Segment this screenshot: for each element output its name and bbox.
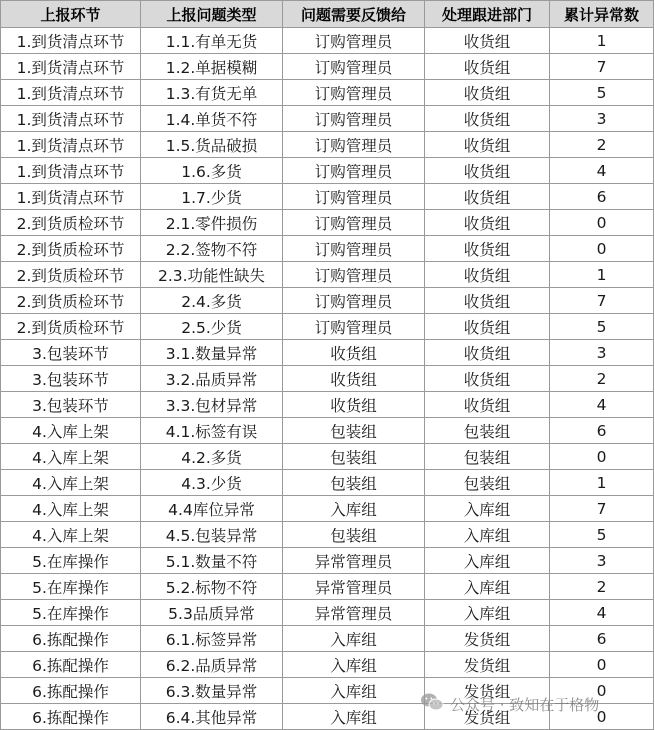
header-row [1, 1, 654, 28]
cell-exception-count: 7 [550, 54, 654, 80]
cell-handling-dept: 收货组 [425, 106, 550, 132]
table-row [1, 704, 654, 730]
cell-handling-dept: 收货组 [425, 236, 550, 262]
table-row [1, 158, 654, 184]
cell-handling-dept: 收货组 [425, 158, 550, 184]
cell-stage: 5.在库操作 [1, 600, 141, 626]
cell-handling-dept: 包装组 [425, 444, 550, 470]
cell-handling-dept: 收货组 [425, 210, 550, 236]
cell-feedback-to: 入库组 [283, 704, 425, 730]
cell-exception-count: 3 [550, 106, 654, 132]
cell-issue-type: 6.4.其他异常 [141, 704, 283, 730]
cell-issue-type: 4.1.标签有误 [141, 418, 283, 444]
cell-exception-count: 6 [550, 418, 654, 444]
cell-handling-dept: 收货组 [425, 340, 550, 366]
cell-exception-count: 6 [550, 626, 654, 652]
cell-handling-dept: 收货组 [425, 184, 550, 210]
table-row [1, 340, 654, 366]
header-issue-type: 上报问题类型 [141, 1, 283, 28]
cell-issue-type: 3.3.包材异常 [141, 392, 283, 418]
cell-feedback-to: 订购管理员 [283, 54, 425, 80]
cell-handling-dept: 入库组 [425, 574, 550, 600]
cell-exception-count: 3 [550, 340, 654, 366]
table-row [1, 314, 654, 340]
cell-exception-count: 2 [550, 132, 654, 158]
cell-issue-type: 6.3.数量异常 [141, 678, 283, 704]
cell-exception-count: 1 [550, 262, 654, 288]
cell-stage: 2.到货质检环节 [1, 210, 141, 236]
cell-feedback-to: 包装组 [283, 418, 425, 444]
cell-handling-dept: 收货组 [425, 288, 550, 314]
cell-stage: 1.到货清点环节 [1, 54, 141, 80]
cell-exception-count: 2 [550, 574, 654, 600]
cell-exception-count: 0 [550, 704, 654, 730]
cell-feedback-to: 异常管理员 [283, 548, 425, 574]
cell-feedback-to: 订购管理员 [283, 80, 425, 106]
cell-exception-count: 2 [550, 366, 654, 392]
cell-stage: 4.入库上架 [1, 444, 141, 470]
cell-exception-count: 7 [550, 496, 654, 522]
cell-handling-dept: 收货组 [425, 366, 550, 392]
cell-exception-count: 4 [550, 600, 654, 626]
cell-issue-type: 5.3品质异常 [141, 600, 283, 626]
cell-feedback-to: 包装组 [283, 444, 425, 470]
cell-feedback-to: 异常管理员 [283, 574, 425, 600]
header-exception-count: 累计异常数 [550, 1, 654, 28]
table-row [1, 678, 654, 704]
cell-stage: 3.包装环节 [1, 392, 141, 418]
table-row [1, 626, 654, 652]
cell-exception-count: 6 [550, 184, 654, 210]
table-row [1, 496, 654, 522]
cell-stage: 6.拣配操作 [1, 704, 141, 730]
cell-issue-type: 3.1.数量异常 [141, 340, 283, 366]
cell-feedback-to: 订购管理员 [283, 184, 425, 210]
cell-stage: 5.在库操作 [1, 574, 141, 600]
table-row [1, 600, 654, 626]
cell-stage: 4.入库上架 [1, 418, 141, 444]
table-row [1, 522, 654, 548]
cell-handling-dept: 收货组 [425, 28, 550, 54]
cell-exception-count: 1 [550, 470, 654, 496]
cell-stage: 1.到货清点环节 [1, 80, 141, 106]
cell-stage: 5.在库操作 [1, 548, 141, 574]
table-row [1, 80, 654, 106]
cell-issue-type: 2.5.少货 [141, 314, 283, 340]
cell-feedback-to: 订购管理员 [283, 262, 425, 288]
table-row [1, 366, 654, 392]
table-row [1, 210, 654, 236]
watermark-text: 公众号 · 致知在于格物 [450, 695, 600, 714]
cell-issue-type: 6.1.标签异常 [141, 626, 283, 652]
cell-handling-dept: 收货组 [425, 392, 550, 418]
cell-handling-dept: 收货组 [425, 314, 550, 340]
table-body [1, 28, 654, 730]
header-handling-dept: 处理跟进部门 [425, 1, 550, 28]
cell-stage: 6.拣配操作 [1, 626, 141, 652]
table-row [1, 262, 654, 288]
cell-stage: 1.到货清点环节 [1, 158, 141, 184]
cell-issue-type: 4.2.多货 [141, 444, 283, 470]
cell-issue-type: 2.2.签物不符 [141, 236, 283, 262]
cell-exception-count: 5 [550, 522, 654, 548]
cell-feedback-to: 入库组 [283, 678, 425, 704]
cell-feedback-to: 订购管理员 [283, 314, 425, 340]
table-row [1, 574, 654, 600]
cell-issue-type: 2.3.功能性缺失 [141, 262, 283, 288]
cell-exception-count: 7 [550, 288, 654, 314]
cell-feedback-to: 入库组 [283, 496, 425, 522]
cell-stage: 4.入库上架 [1, 496, 141, 522]
cell-feedback-to: 订购管理员 [283, 236, 425, 262]
cell-issue-type: 3.2.品质异常 [141, 366, 283, 392]
header-feedback-to: 问题需要反馈给 [283, 1, 425, 28]
cell-issue-type: 4.4库位异常 [141, 496, 283, 522]
table-row [1, 288, 654, 314]
cell-stage: 6.拣配操作 [1, 678, 141, 704]
cell-issue-type: 1.6.多货 [141, 158, 283, 184]
cell-stage: 1.到货清点环节 [1, 184, 141, 210]
cell-issue-type: 2.4.多货 [141, 288, 283, 314]
cell-exception-count: 0 [550, 444, 654, 470]
cell-stage: 6.拣配操作 [1, 652, 141, 678]
cell-issue-type: 4.5.包装异常 [141, 522, 283, 548]
cell-exception-count: 0 [550, 210, 654, 236]
cell-stage: 4.入库上架 [1, 470, 141, 496]
cell-issue-type: 1.2.单据模糊 [141, 54, 283, 80]
cell-handling-dept: 发货组 [425, 704, 550, 730]
cell-feedback-to: 入库组 [283, 652, 425, 678]
cell-handling-dept: 收货组 [425, 54, 550, 80]
cell-handling-dept: 收货组 [425, 262, 550, 288]
table-row [1, 652, 654, 678]
table-row [1, 418, 654, 444]
cell-issue-type: 5.1.数量不符 [141, 548, 283, 574]
cell-stage: 1.到货清点环节 [1, 28, 141, 54]
cell-exception-count: 5 [550, 314, 654, 340]
cell-feedback-to: 收货组 [283, 340, 425, 366]
cell-feedback-to: 收货组 [283, 392, 425, 418]
cell-handling-dept: 收货组 [425, 132, 550, 158]
cell-stage: 2.到货质检环节 [1, 288, 141, 314]
table-row [1, 132, 654, 158]
cell-exception-count: 4 [550, 392, 654, 418]
cell-handling-dept: 发货组 [425, 678, 550, 704]
cell-issue-type: 5.2.标物不符 [141, 574, 283, 600]
table-row [1, 236, 654, 262]
cell-feedback-to: 收货组 [283, 366, 425, 392]
table-row [1, 28, 654, 54]
cell-handling-dept: 入库组 [425, 522, 550, 548]
cell-exception-count: 3 [550, 548, 654, 574]
cell-exception-count: 1 [550, 28, 654, 54]
cell-stage: 2.到货质检环节 [1, 262, 141, 288]
cell-feedback-to: 异常管理员 [283, 600, 425, 626]
table-row [1, 106, 654, 132]
cell-stage: 2.到货质检环节 [1, 236, 141, 262]
cell-exception-count: 0 [550, 236, 654, 262]
cell-feedback-to: 入库组 [283, 626, 425, 652]
cell-handling-dept: 入库组 [425, 548, 550, 574]
cell-exception-count: 5 [550, 80, 654, 106]
cell-handling-dept: 包装组 [425, 418, 550, 444]
table-row [1, 470, 654, 496]
cell-handling-dept: 发货组 [425, 626, 550, 652]
table-row [1, 184, 654, 210]
cell-exception-count: 4 [550, 158, 654, 184]
cell-handling-dept: 包装组 [425, 470, 550, 496]
cell-feedback-to: 订购管理员 [283, 106, 425, 132]
cell-stage: 1.到货清点环节 [1, 132, 141, 158]
cell-handling-dept: 发货组 [425, 652, 550, 678]
header-stage: 上报环节 [1, 1, 141, 28]
cell-feedback-to: 包装组 [283, 522, 425, 548]
cell-feedback-to: 订购管理员 [283, 158, 425, 184]
table-row [1, 548, 654, 574]
table-row [1, 444, 654, 470]
cell-exception-count: 0 [550, 652, 654, 678]
cell-stage: 4.入库上架 [1, 522, 141, 548]
cell-stage: 2.到货质检环节 [1, 314, 141, 340]
cell-issue-type: 2.1.零件损伤 [141, 210, 283, 236]
cell-feedback-to: 订购管理员 [283, 210, 425, 236]
cell-handling-dept: 收货组 [425, 80, 550, 106]
cell-issue-type: 1.4.单货不符 [141, 106, 283, 132]
cell-feedback-to: 订购管理员 [283, 288, 425, 314]
cell-handling-dept: 入库组 [425, 600, 550, 626]
cell-feedback-to: 包装组 [283, 470, 425, 496]
cell-issue-type: 1.1.有单无货 [141, 28, 283, 54]
cell-handling-dept: 入库组 [425, 496, 550, 522]
cell-exception-count: 0 [550, 678, 654, 704]
table-row [1, 392, 654, 418]
cell-issue-type: 1.3.有货无单 [141, 80, 283, 106]
cell-issue-type: 4.3.少货 [141, 470, 283, 496]
cell-issue-type: 1.5.货品破损 [141, 132, 283, 158]
cell-feedback-to: 订购管理员 [283, 28, 425, 54]
cell-issue-type: 6.2.品质异常 [141, 652, 283, 678]
cell-issue-type: 1.7.少货 [141, 184, 283, 210]
cell-stage: 3.包装环节 [1, 340, 141, 366]
cell-stage: 1.到货清点环节 [1, 106, 141, 132]
table-row [1, 54, 654, 80]
cell-stage: 3.包装环节 [1, 366, 141, 392]
cell-feedback-to: 订购管理员 [283, 132, 425, 158]
